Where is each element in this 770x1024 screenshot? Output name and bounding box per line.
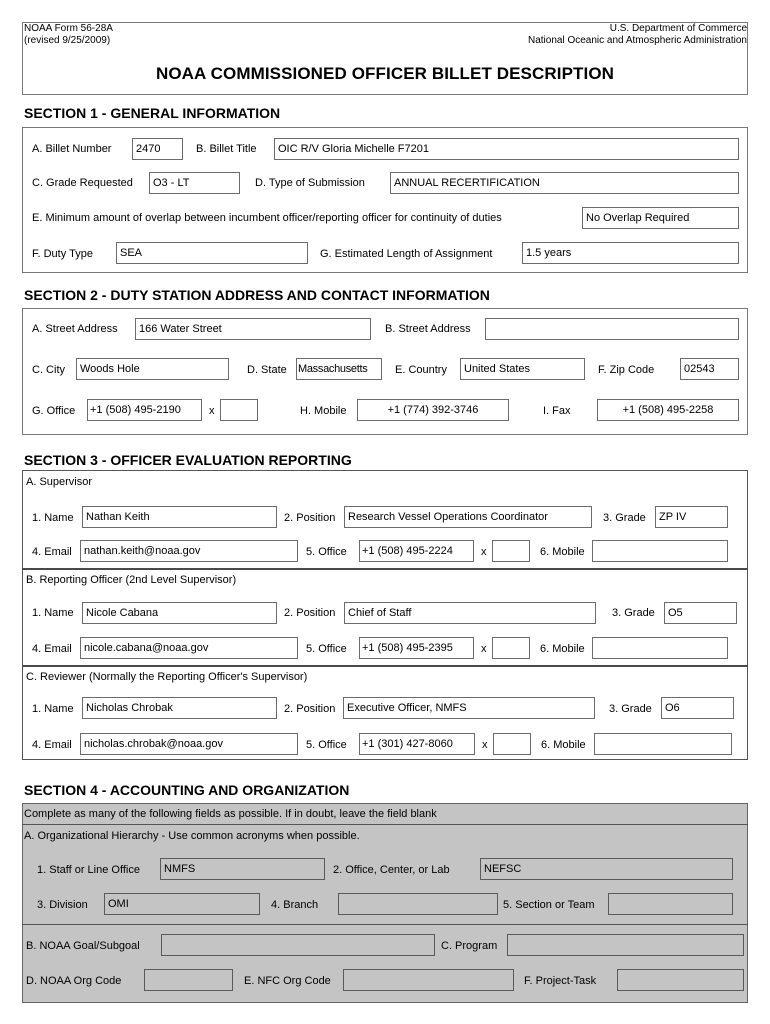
mobile-phone-label: H. Mobile bbox=[300, 405, 347, 417]
city-field[interactable]: Woods Hole bbox=[76, 358, 229, 380]
overlap-label: E. Minimum amount of overlap between incumbent officer/reporting officer for continuity of duties bbox=[32, 212, 502, 224]
street-address-a-field[interactable]: 166 Water Street bbox=[135, 318, 371, 340]
section4-divider bbox=[22, 824, 748, 825]
supervisor-name-label: 1. Name bbox=[32, 512, 74, 524]
country-label: E. Country bbox=[395, 364, 447, 376]
reviewer-office-label: 5. Office bbox=[306, 739, 347, 751]
section4-instructions: Complete as many of the following fields as possible. If in doubt, leave the field blank bbox=[24, 808, 437, 820]
reporting-officer-ext-field[interactable] bbox=[492, 637, 530, 659]
supervisor-position-label: 2. Position bbox=[284, 512, 336, 524]
reporting-officer-heading: B. Reporting Officer (2nd Level Supervisor) bbox=[26, 574, 237, 586]
noaa-org-code-label: D. NOAA Org Code bbox=[26, 975, 122, 987]
reviewer-ext-label: x bbox=[482, 739, 488, 751]
reporting-officer-email-field[interactable]: nicole.cabana@noaa.gov bbox=[80, 637, 298, 659]
billet-title-field[interactable]: OIC R/V Gloria Michelle F7201 bbox=[274, 138, 739, 160]
state-label: D. State bbox=[247, 364, 287, 376]
duty-type-field[interactable]: SEA bbox=[116, 242, 308, 264]
office-ext-label: x bbox=[209, 405, 215, 417]
section2-title: SECTION 2 - DUTY STATION ADDRESS AND CONTACT INFORMATION bbox=[24, 287, 490, 303]
staff-line-office-label: 1. Staff or Line Office bbox=[37, 864, 140, 876]
type-of-submission-label: D. Type of Submission bbox=[255, 177, 365, 189]
duty-type-label: F. Duty Type bbox=[32, 248, 93, 260]
reviewer-heading: C. Reviewer (Normally the Reporting Officer's Supervisor) bbox=[26, 671, 308, 683]
reviewer-grade-label: 3. Grade bbox=[609, 703, 652, 715]
fax-field[interactable]: +1 (508) 495-2258 bbox=[597, 399, 739, 421]
goal-subgoal-label: B. NOAA Goal/Subgoal bbox=[26, 940, 140, 952]
reporting-officer-grade-field[interactable]: O5 bbox=[664, 602, 737, 624]
reporting-officer-position-field[interactable]: Chief of Staff bbox=[344, 602, 596, 624]
program-field[interactable] bbox=[507, 934, 744, 956]
reviewer-ext-field[interactable] bbox=[493, 733, 531, 755]
reviewer-email-field[interactable]: nicholas.chrobak@noaa.gov bbox=[80, 733, 298, 755]
supervisor-mobile-field[interactable] bbox=[592, 540, 728, 562]
nfc-org-code-label: E. NFC Org Code bbox=[244, 975, 331, 987]
supervisor-ext-label: x bbox=[481, 546, 487, 558]
length-of-assignment-field[interactable]: 1.5 years bbox=[522, 242, 739, 264]
reviewer-position-field[interactable]: Executive Officer, NMFS bbox=[343, 697, 595, 719]
section4-title: SECTION 4 - ACCOUNTING AND ORGANIZATION bbox=[24, 782, 350, 798]
nfc-org-code-field[interactable] bbox=[343, 969, 514, 991]
billet-title-label: B. Billet Title bbox=[196, 143, 257, 155]
page-title: NOAA COMMISSIONED OFFICER BILLET DESCRIPTION bbox=[155, 64, 615, 83]
reviewer-email-label: 4. Email bbox=[32, 739, 72, 751]
office-center-lab-field[interactable]: NEFSC bbox=[480, 858, 733, 880]
reviewer-name-label: 1. Name bbox=[32, 703, 74, 715]
branch-label: 4. Branch bbox=[271, 899, 319, 911]
grade-requested-label: C. Grade Requested bbox=[32, 177, 133, 189]
reviewer-name-field[interactable]: Nicholas Chrobak bbox=[82, 697, 277, 719]
reporting-officer-position-label: 2. Position bbox=[284, 607, 336, 619]
org-hierarchy-heading: A. Organizational Hierarchy - Use common acronyms when possible. bbox=[24, 830, 360, 842]
type-of-submission-field[interactable]: ANNUAL RECERTIFICATION bbox=[390, 172, 739, 194]
supervisor-email-field[interactable]: nathan.keith@noaa.gov bbox=[80, 540, 298, 562]
supervisor-grade-field[interactable]: ZP IV bbox=[655, 506, 728, 528]
country-field[interactable]: United States bbox=[460, 358, 585, 380]
city-label: C. City bbox=[32, 364, 65, 376]
supervisor-name-field[interactable]: Nathan Keith bbox=[82, 506, 277, 528]
zip-code-label: F. Zip Code bbox=[598, 364, 655, 376]
street-address-b-field[interactable] bbox=[485, 318, 739, 340]
section-team-label: 5. Section or Team bbox=[503, 899, 595, 911]
office-ext-field[interactable] bbox=[220, 399, 258, 421]
supervisor-email-label: 4. Email bbox=[32, 546, 72, 558]
street-address-a-label: A. Street Address bbox=[32, 323, 118, 335]
office-phone-label: G. Office bbox=[32, 405, 76, 417]
length-of-assignment-label: G. Estimated Length of Assignment bbox=[320, 248, 493, 260]
project-task-label: F. Project-Task bbox=[524, 975, 597, 987]
fax-label: I. Fax bbox=[543, 405, 571, 417]
reviewer-mobile-label: 6. Mobile bbox=[541, 739, 586, 751]
section3-divider bbox=[22, 665, 748, 667]
section4-divider bbox=[22, 924, 748, 925]
project-task-field[interactable] bbox=[617, 969, 744, 991]
supervisor-grade-label: 3. Grade bbox=[603, 512, 646, 524]
supervisor-heading: A. Supervisor bbox=[26, 476, 93, 488]
zip-code-field[interactable]: 02543 bbox=[680, 358, 739, 380]
department-name: U.S. Department of Commerce bbox=[609, 23, 747, 34]
grade-requested-field[interactable]: O3 - LT bbox=[149, 172, 240, 194]
reporting-officer-mobile-field[interactable] bbox=[592, 637, 728, 659]
branch-field[interactable] bbox=[338, 893, 498, 915]
form-number: NOAA Form 56-28A bbox=[24, 23, 113, 34]
overlap-field[interactable]: No Overlap Required bbox=[582, 207, 739, 229]
noaa-org-code-field[interactable] bbox=[144, 969, 233, 991]
reviewer-grade-field[interactable]: O6 bbox=[661, 697, 734, 719]
reporting-officer-office-label: 5. Office bbox=[306, 643, 347, 655]
reporting-officer-email-label: 4. Email bbox=[32, 643, 72, 655]
reviewer-office-field[interactable]: +1 (301) 427-8060 bbox=[359, 733, 475, 755]
agency-name: National Oceanic and Atmospheric Administration bbox=[527, 35, 747, 46]
division-label: 3. Division bbox=[37, 899, 88, 911]
section1-title: SECTION 1 - GENERAL INFORMATION bbox=[24, 105, 281, 121]
form-revised-date: (revised 9/25/2009) bbox=[24, 35, 111, 46]
goal-subgoal-field[interactable] bbox=[161, 934, 435, 956]
billet-number-field[interactable]: 2470 bbox=[132, 138, 183, 160]
reporting-officer-name-field[interactable]: Nicole Cabana bbox=[82, 602, 277, 624]
office-phone-field[interactable]: +1 (508) 495-2190 bbox=[87, 399, 202, 421]
supervisor-ext-field[interactable] bbox=[492, 540, 530, 562]
reporting-officer-grade-label: 3. Grade bbox=[612, 607, 655, 619]
reviewer-position-label: 2. Position bbox=[284, 703, 336, 715]
division-field[interactable]: OMI bbox=[104, 893, 260, 915]
section-team-field[interactable] bbox=[608, 893, 733, 915]
reporting-officer-ext-label: x bbox=[481, 643, 487, 655]
supervisor-position-field[interactable]: Research Vessel Operations Coordinator bbox=[344, 506, 592, 528]
reporting-officer-office-field[interactable]: +1 (508) 495-2395 bbox=[359, 637, 474, 659]
reviewer-mobile-field[interactable] bbox=[594, 733, 732, 755]
staff-line-office-field[interactable]: NMFS bbox=[160, 858, 325, 880]
state-field[interactable]: Massachusetts bbox=[296, 358, 382, 380]
section3-title: SECTION 3 - OFFICER EVALUATION REPORTING bbox=[24, 452, 352, 468]
street-address-b-label: B. Street Address bbox=[385, 323, 471, 335]
section3-divider bbox=[22, 568, 748, 570]
mobile-phone-field[interactable]: +1 (774) 392-3746 bbox=[357, 399, 509, 421]
supervisor-office-label: 5. Office bbox=[306, 546, 347, 558]
reporting-officer-name-label: 1. Name bbox=[32, 607, 74, 619]
supervisor-mobile-label: 6. Mobile bbox=[540, 546, 585, 558]
program-label: C. Program bbox=[441, 940, 498, 952]
billet-number-label: A. Billet Number bbox=[32, 143, 112, 155]
reporting-officer-mobile-label: 6. Mobile bbox=[540, 643, 585, 655]
supervisor-office-field[interactable]: +1 (508) 495-2224 bbox=[359, 540, 474, 562]
office-center-lab-label: 2. Office, Center, or Lab bbox=[333, 864, 450, 876]
